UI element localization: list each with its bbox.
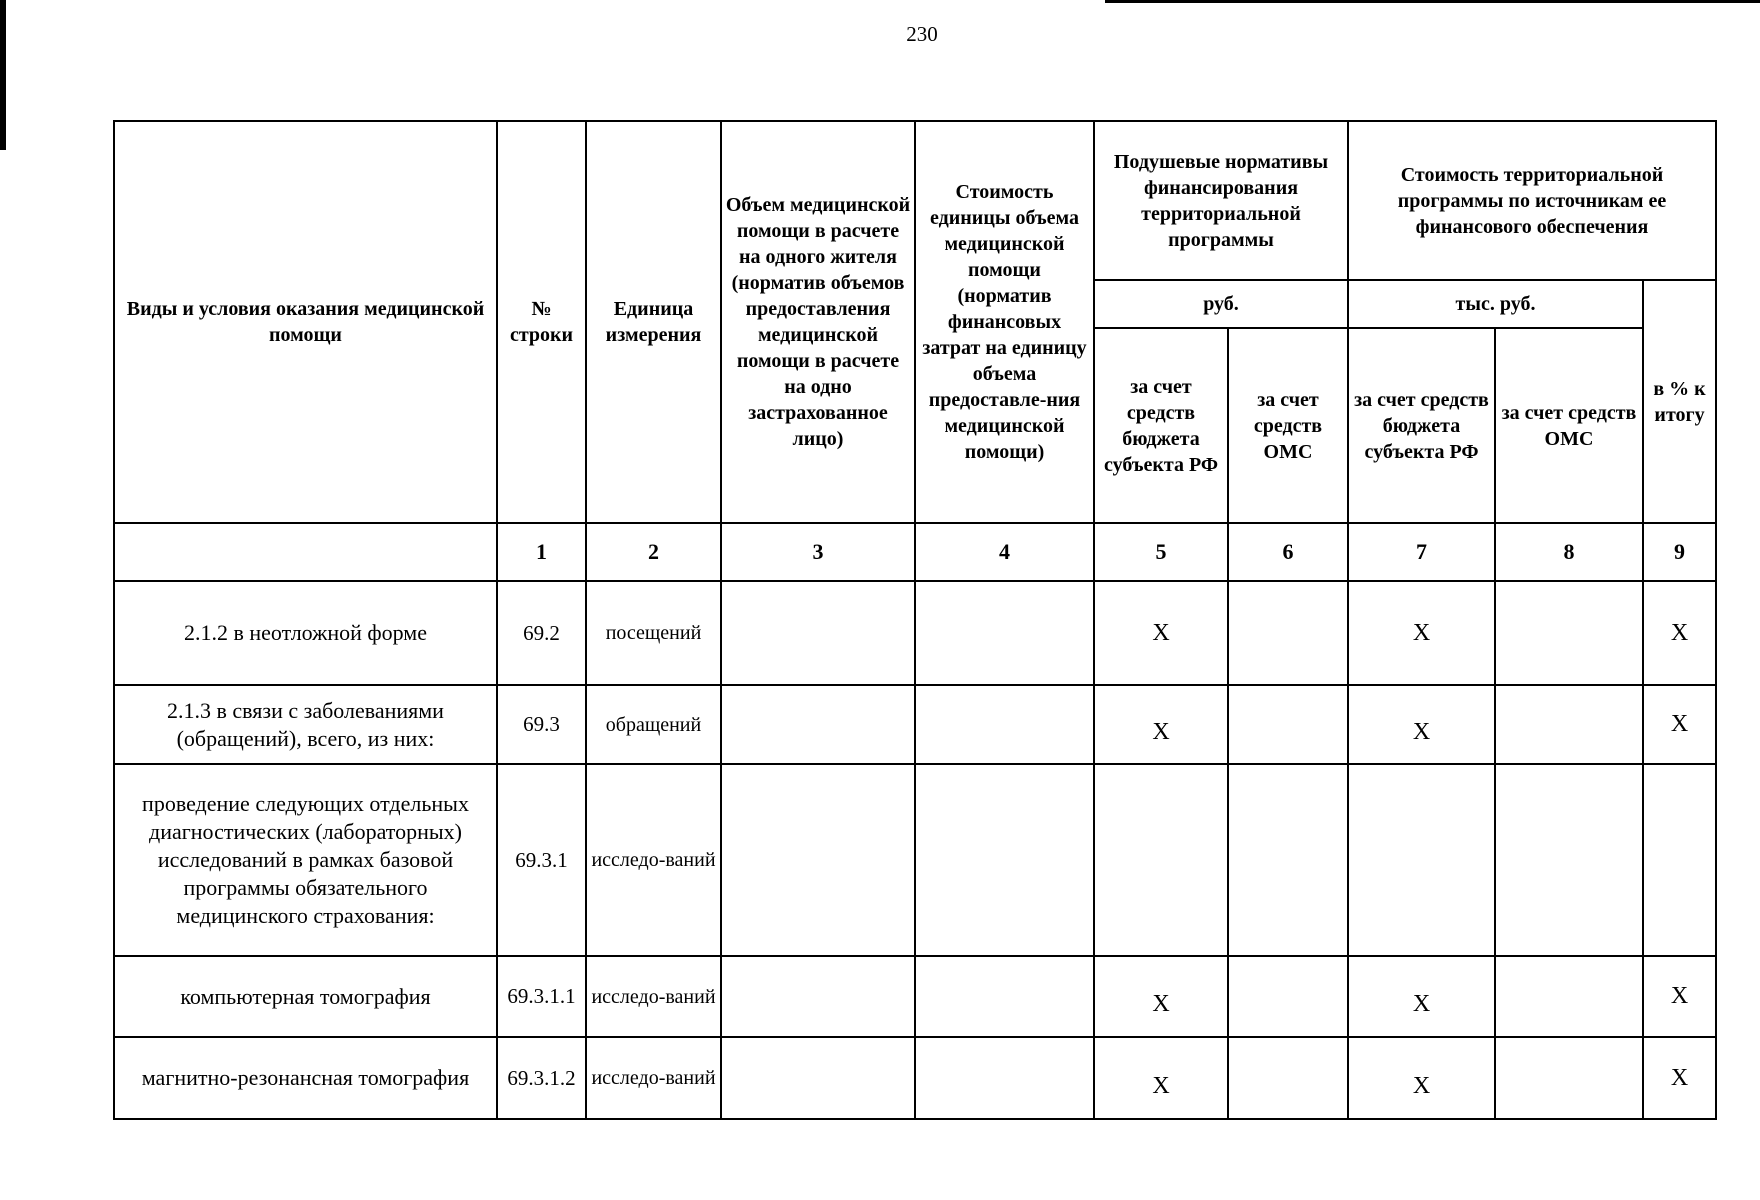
row-name: 2.1.3 в связи с заболеваниями (обращений), всего, из них: (114, 685, 497, 764)
cell-budget-rub: X (1094, 1037, 1228, 1119)
cell-percent (1643, 764, 1716, 956)
row-unit: исследо-ваний (586, 764, 721, 956)
header-unit-cost: Стоимость единицы объема медицинской помощи (норматив финансовых затрат на единицу объема предоставле-ния медицинской помощи) (915, 121, 1094, 523)
header-per-capita-group: Подушевые нормативы финансирования территориальной программы (1094, 121, 1348, 280)
top-rule (1105, 0, 1760, 3)
header-kind: Виды и условия оказания медицинской помощи (114, 121, 497, 523)
cell-oms-thousand (1495, 685, 1643, 764)
row-code: 69.2 (497, 581, 586, 685)
header-unit-thousand-rub: тыс. руб. (1348, 280, 1643, 328)
cell-percent: X (1643, 956, 1716, 1037)
cell-oms-thousand (1495, 1037, 1643, 1119)
cell-volume (721, 764, 915, 956)
header-percent: в % к итогу (1643, 280, 1716, 523)
page-number: 230 (906, 22, 938, 46)
row-code: 69.3.1.1 (497, 956, 586, 1037)
table-row (114, 956, 1716, 1037)
header-volume: Объем медицинской помощи в расчете на одного жителя (норматив объемов предоставления медицинской помощи в расчете на одно застрахованное лицо) (721, 121, 915, 523)
cell-volume (721, 956, 915, 1037)
header-program-cost-group: Стоимость территориальной программы по источникам ее финансового обеспечения (1348, 121, 1716, 280)
header-budget-thousand: за счет средств бюджета субъекта РФ (1348, 328, 1495, 523)
row-name: проведение следующих отдельных диагностических (лабораторных) исследований в рамках базовой программы обязательного медицинского страхования: (114, 764, 497, 956)
cell-unit-cost (915, 581, 1094, 685)
row-name: компьютерная томография (114, 956, 497, 1037)
column-number: 4 (915, 523, 1094, 581)
cell-unit-cost (915, 956, 1094, 1037)
cell-volume (721, 685, 915, 764)
column-number: 5 (1094, 523, 1228, 581)
cell-volume (721, 581, 915, 685)
column-number: 6 (1228, 523, 1348, 581)
cell-budget-thousand (1348, 764, 1495, 956)
cell-percent: X (1643, 581, 1716, 685)
cell-budget-rub: X (1094, 685, 1228, 764)
row-code: 69.3.1.2 (497, 1037, 586, 1119)
cell-oms-thousand (1495, 956, 1643, 1037)
table-row (114, 1037, 1716, 1119)
column-number: 1 (497, 523, 586, 581)
cell-oms-rub (1228, 1037, 1348, 1119)
header-unit-rub: руб. (1094, 280, 1348, 328)
header-budget-rub: за счет средств бюджета субъекта РФ (1094, 328, 1228, 523)
header-oms-rub: за счет средств ОМС (1228, 328, 1348, 523)
financing-table (113, 120, 1717, 1120)
cell-percent: X (1643, 685, 1716, 764)
row-name: магнитно-резонансная томография (114, 1037, 497, 1119)
row-unit: посещений (586, 581, 721, 685)
cell-oms-thousand (1495, 581, 1643, 685)
column-number: 9 (1643, 523, 1716, 581)
cell-budget-thousand: X (1348, 1037, 1495, 1119)
table-row (114, 581, 1716, 685)
cell-oms-rub (1228, 685, 1348, 764)
row-unit: исследо-ваний (586, 1037, 721, 1119)
column-number (114, 523, 497, 581)
header-oms-thousand: за счет средств ОМС (1495, 328, 1643, 523)
cell-budget-thousand: X (1348, 581, 1495, 685)
cell-budget-rub: X (1094, 956, 1228, 1037)
cell-budget-rub (1094, 764, 1228, 956)
cell-oms-thousand (1495, 764, 1643, 956)
header-unit: Единица измерения (586, 121, 721, 523)
row-code: 69.3 (497, 685, 586, 764)
row-code: 69.3.1 (497, 764, 586, 956)
cell-oms-rub (1228, 764, 1348, 956)
cell-unit-cost (915, 1037, 1094, 1119)
table-row (114, 685, 1716, 764)
cell-unit-cost (915, 685, 1094, 764)
column-number: 2 (586, 523, 721, 581)
cell-volume (721, 1037, 915, 1119)
cell-percent: X (1643, 1037, 1716, 1119)
header-row-number: № строки (497, 121, 586, 523)
column-number: 7 (1348, 523, 1495, 581)
row-unit: обращений (586, 685, 721, 764)
cell-budget-rub: X (1094, 581, 1228, 685)
row-name: 2.1.2 в неотложной форме (114, 581, 497, 685)
column-number: 8 (1495, 523, 1643, 581)
column-number: 3 (721, 523, 915, 581)
table-row (114, 764, 1716, 956)
cell-oms-rub (1228, 956, 1348, 1037)
row-unit: исследо-ваний (586, 956, 721, 1037)
cell-oms-rub (1228, 581, 1348, 685)
cell-unit-cost (915, 764, 1094, 956)
cell-budget-thousand: X (1348, 685, 1495, 764)
cell-budget-thousand: X (1348, 956, 1495, 1037)
